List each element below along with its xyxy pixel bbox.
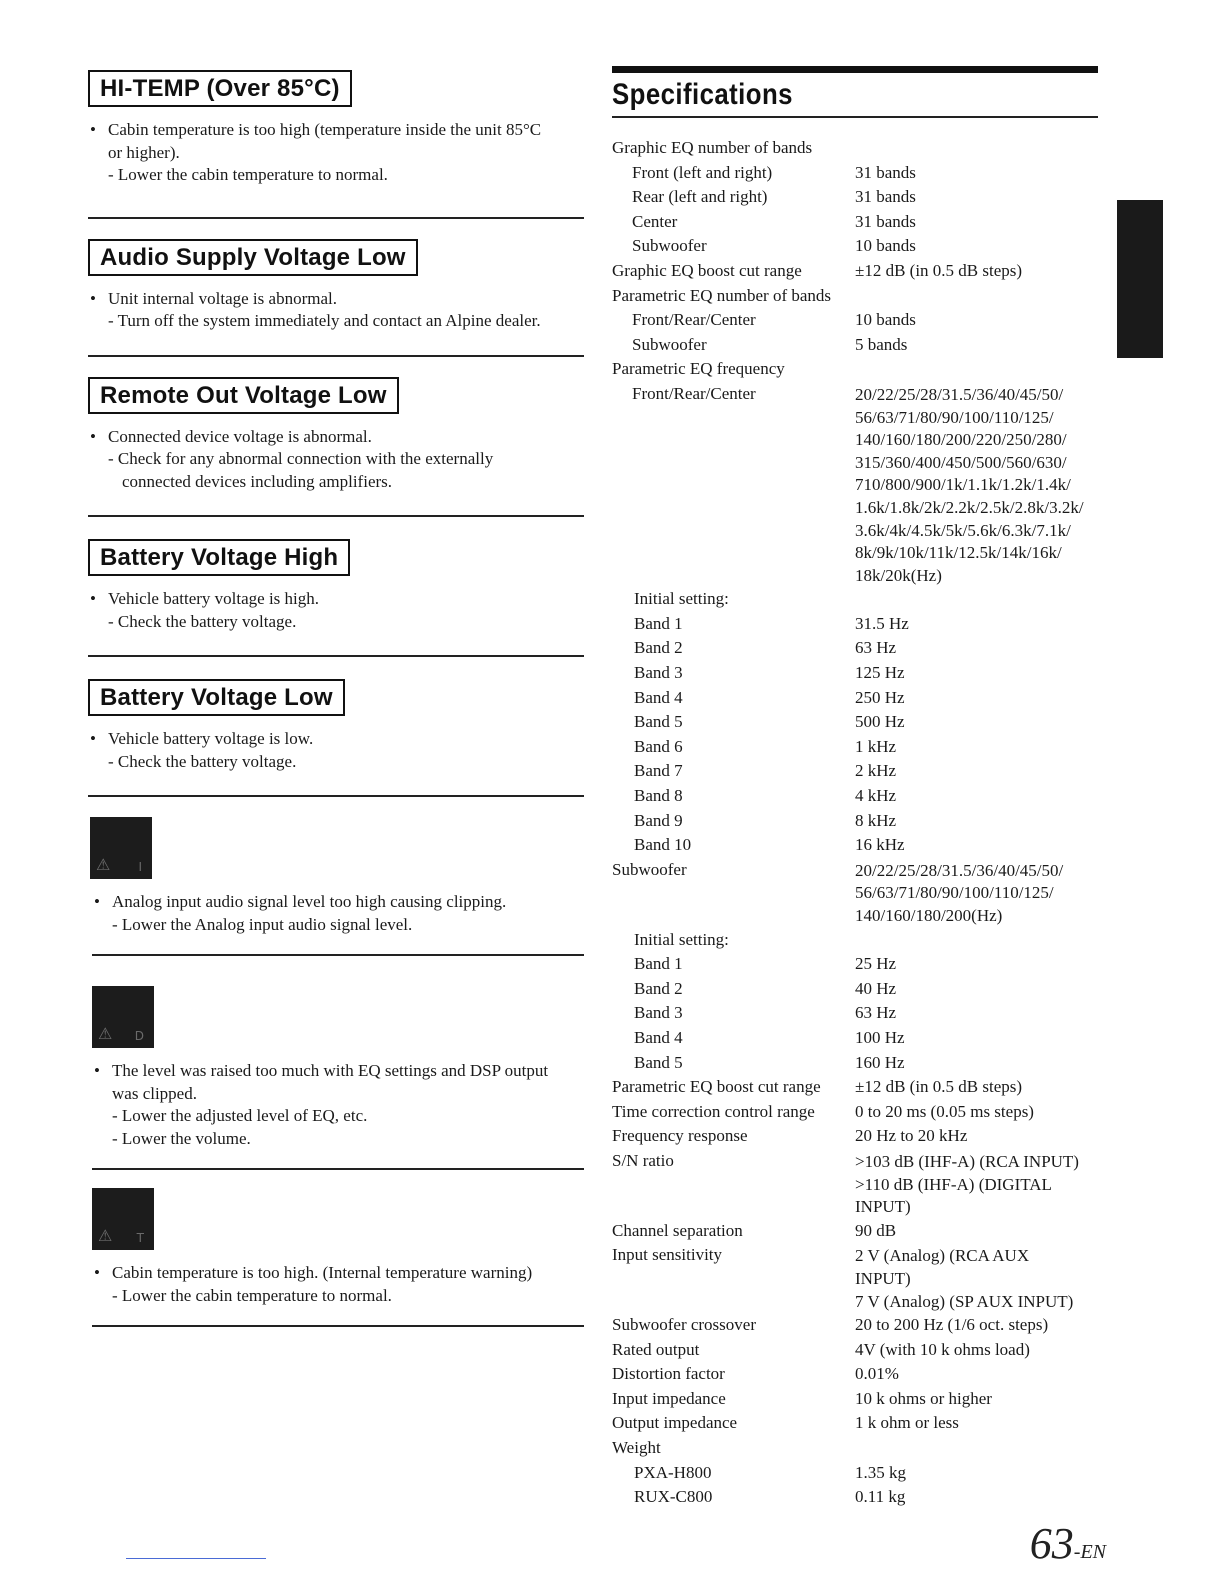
error-title: Battery Voltage High — [88, 539, 350, 576]
spec-row — [612, 784, 1112, 809]
spec-value — [855, 333, 1105, 358]
spec-value — [855, 308, 1105, 333]
error-title: Remote Out Voltage Low — [88, 377, 399, 414]
spec-value — [855, 1485, 1105, 1510]
spec-value — [855, 382, 1105, 587]
spec-row — [612, 1149, 1112, 1219]
spec-value — [855, 735, 1105, 760]
spec-value-line: 2 kHz — [855, 761, 897, 781]
spec-label: Distortion factor — [612, 1364, 725, 1384]
spec-title-underline — [612, 116, 1098, 118]
spec-value — [855, 161, 1105, 186]
cause-line: or higher). — [108, 142, 180, 162]
spec-value-line: 8k/9k/10k/11k/12.5k/14k/16k/ — [855, 543, 1062, 563]
spec-row — [612, 612, 1112, 637]
spec-value — [855, 833, 1105, 858]
remedy-line: - Check the battery voltage. — [108, 751, 297, 771]
cause-item — [92, 1262, 584, 1285]
spec-value-line: 315/360/400/450/500/560/630/ — [855, 452, 1067, 472]
spec-row — [612, 259, 1112, 284]
spec-row — [612, 333, 1112, 358]
spec-row — [612, 858, 1112, 928]
section-divider — [88, 355, 584, 357]
warning-icon-analog-clip — [90, 817, 152, 879]
spec-label: Initial setting: — [634, 929, 729, 949]
spec-label: Subwoofer — [632, 334, 707, 354]
spec-row — [612, 977, 1112, 1002]
spec-value-line: 4V (with 10 k ohms load) — [855, 1339, 1030, 1359]
spec-label: Band 3 — [634, 1003, 683, 1023]
cause-list — [92, 1060, 584, 1105]
remedy-line: - Lower the volume. — [112, 1128, 251, 1148]
spec-value — [855, 1100, 1105, 1125]
page-number — [1029, 1519, 1106, 1574]
footer-line — [126, 1558, 266, 1559]
spec-table — [612, 136, 1112, 1510]
cause-line: was clipped. — [112, 1083, 197, 1103]
spec-value-line: 31 bands — [855, 187, 916, 207]
cause-line: • Analog input audio signal level too high causing clipping. — [112, 892, 507, 911]
cause-list — [88, 119, 584, 164]
spec-value-line: 1 kHz — [855, 736, 897, 756]
cause-item — [88, 119, 584, 164]
spec-value — [855, 1001, 1105, 1026]
spec-value-line: 710/800/900/1k/1.1k/1.2k/1.4k/ — [855, 475, 1071, 495]
warning-triangle-icon: ⚠ — [98, 1226, 113, 1245]
cause-item — [92, 891, 584, 914]
spec-value-line: 500 Hz — [855, 712, 905, 732]
spec-row — [612, 1461, 1112, 1486]
spec-value-line: >110 dB (IHF-A) (DIGITAL — [855, 1174, 1052, 1194]
spec-value-line: 18k/20k(Hz) — [855, 565, 942, 585]
spec-value-line: 250 Hz — [855, 687, 905, 707]
spec-value — [855, 858, 1105, 928]
spec-label: Rear (left and right) — [632, 187, 768, 207]
spec-top-bar — [612, 66, 1098, 73]
error-title: HI-TEMP (Over 85°C) — [88, 70, 352, 107]
cause-list — [88, 728, 584, 751]
spec-label: Center — [632, 211, 678, 231]
spec-label: Time correction control range — [612, 1101, 815, 1121]
spec-label: S/N ratio — [612, 1150, 674, 1170]
cause-list — [88, 426, 584, 449]
spec-row — [612, 382, 1112, 587]
spec-value-line: 10 k ohms or higher — [855, 1388, 992, 1408]
remedy-line: connected devices including amplifiers. — [122, 471, 393, 491]
cause-list — [92, 1262, 584, 1285]
spec-value — [855, 185, 1105, 210]
spec-row — [612, 1219, 1112, 1244]
spec-row — [612, 661, 1112, 686]
spec-row — [612, 234, 1112, 259]
spec-value-line: 1 k ohm or less — [855, 1413, 959, 1433]
spec-value — [855, 612, 1105, 637]
spec-row — [612, 587, 1112, 612]
spec-value-line: INPUT) — [855, 1268, 911, 1288]
spec-value-line: 20 to 200 Hz (1/6 oct. steps) — [855, 1315, 1049, 1335]
spec-label: Parametric EQ number of bands — [612, 285, 832, 305]
spec-label: Frequency response — [612, 1126, 748, 1146]
spec-value — [855, 1026, 1105, 1051]
spec-label: Input sensitivity — [612, 1245, 723, 1265]
cause-line: • The level was raised too much with EQ settings and DSP output — [112, 1061, 549, 1080]
spec-label: Band 5 — [634, 1052, 683, 1072]
section-divider — [88, 515, 584, 517]
spec-label: Initial setting: — [634, 589, 729, 609]
warning-triangle-icon: ⚠ — [96, 855, 111, 874]
cause-line: • Vehicle battery voltage is high. — [108, 589, 320, 608]
spec-label: Graphic EQ number of bands — [612, 138, 813, 157]
spec-value-line: 31 bands — [855, 211, 916, 231]
cause-item — [92, 1060, 584, 1105]
spec-value — [855, 636, 1105, 661]
spec-label: Band 4 — [634, 1027, 683, 1047]
spec-value — [855, 784, 1105, 809]
spec-value — [855, 1075, 1105, 1100]
spec-value-line: 8 kHz — [855, 810, 897, 830]
spec-label: Band 7 — [634, 761, 683, 781]
spec-value-line: 1.6k/1.8k/2k/2.2k/2.5k/2.8k/3.2k/ — [855, 497, 1084, 517]
spec-value-line: 0.01% — [855, 1364, 899, 1384]
spec-value — [855, 1149, 1105, 1219]
cause-line: • Vehicle battery voltage is low. — [108, 729, 314, 748]
spec-row — [612, 1026, 1112, 1051]
spec-row — [612, 1001, 1112, 1026]
spec-value — [855, 661, 1105, 686]
warning-triangle-icon: ⚠ — [98, 1024, 113, 1043]
spec-value-line: 90 dB — [855, 1220, 897, 1240]
error-section — [88, 986, 584, 1170]
warning-code-letter: I — [138, 860, 142, 874]
spec-label: Subwoofer crossover — [612, 1315, 756, 1335]
spec-row — [612, 1051, 1112, 1076]
spec-value-line: 1.35 kg — [855, 1462, 906, 1482]
spec-row — [612, 1075, 1112, 1100]
spec-value-line: 63 Hz — [855, 1003, 897, 1023]
spec-row — [612, 136, 1112, 161]
spec-value-line: ±12 dB (in 0.5 dB steps) — [855, 1077, 1023, 1097]
spec-value-line: 100 Hz — [855, 1027, 905, 1047]
spec-value-line: 20 Hz to 20 kHz — [855, 1126, 968, 1146]
spec-label: Parametric EQ frequency — [612, 359, 785, 379]
spec-value — [855, 259, 1105, 284]
spec-value-line: 7 V (Analog) (SP AUX INPUT) — [855, 1291, 1074, 1311]
spec-label: Output impedance — [612, 1413, 738, 1433]
spec-value — [855, 1219, 1105, 1244]
spec-value — [855, 759, 1105, 784]
spec-value — [855, 1124, 1105, 1149]
spec-value — [855, 210, 1105, 235]
spec-value — [855, 710, 1105, 735]
spec-value-line: 31.5 Hz — [855, 613, 909, 633]
spec-label: Band 3 — [634, 663, 683, 683]
spec-row — [612, 1387, 1112, 1412]
spec-value-line: 40 Hz — [855, 978, 897, 998]
spec-label: Parametric EQ boost cut range — [612, 1077, 821, 1097]
cause-list — [88, 588, 584, 611]
cause-list — [92, 891, 584, 914]
spec-value — [855, 1051, 1105, 1076]
spec-label: Band 4 — [634, 687, 683, 707]
spec-value-line: 20/22/25/28/31.5/36/40/45/50/ — [855, 860, 1064, 880]
spec-row — [612, 952, 1112, 977]
spec-label: Subwoofer — [612, 859, 687, 879]
spec-row — [612, 357, 1112, 382]
spec-label: Band 2 — [634, 638, 683, 658]
spec-value-line: 63 Hz — [855, 638, 897, 658]
cause-list — [88, 288, 584, 311]
spec-value-line: 2 V (Analog) (RCA AUX — [855, 1246, 1030, 1266]
page-number-digits: 63 — [1029, 1519, 1074, 1568]
section-divider — [88, 795, 584, 797]
spec-value-line: 5 bands — [855, 334, 908, 354]
section-divider — [88, 217, 584, 219]
cause-line: • Cabin temperature is too high (temperature inside the unit 85°C — [108, 120, 542, 139]
error-section — [88, 70, 584, 219]
spec-value-line: 31 bands — [855, 162, 916, 182]
error-section — [88, 239, 584, 357]
spec-label: Front/Rear/Center — [632, 310, 756, 330]
remedy-line: - Lower the cabin temperature to normal. — [112, 1285, 392, 1305]
spec-value-line: 25 Hz — [855, 954, 897, 974]
remedy-line: - Lower the adjusted level of EQ, etc. — [112, 1106, 368, 1125]
spec-label: Channel separation — [612, 1220, 743, 1240]
error-title: Battery Voltage Low — [88, 679, 345, 716]
remedy-line: - Turn off the system immediately and contact an Alpine dealer. — [108, 311, 541, 330]
spec-value-line: 0.11 kg — [855, 1487, 906, 1507]
spec-row — [612, 185, 1112, 210]
spec-row — [612, 308, 1112, 333]
section-tab-marker — [1117, 200, 1163, 358]
section-divider — [92, 1168, 584, 1170]
spec-value-line: 56/63/71/80/90/100/110/125/ — [855, 407, 1054, 427]
spec-label: Front/Rear/Center — [632, 383, 756, 403]
spec-row — [612, 809, 1112, 834]
spec-value-line: 10 bands — [855, 310, 916, 330]
spec-value — [855, 809, 1105, 834]
spec-value — [855, 686, 1105, 711]
spec-value — [855, 1411, 1105, 1436]
spec-label: Band 6 — [634, 736, 683, 756]
spec-label: PXA-H800 — [634, 1462, 712, 1482]
remedy-line: - Lower the Analog input audio signal level. — [112, 914, 413, 934]
spec-label: Input impedance — [612, 1388, 726, 1408]
spec-value — [855, 1461, 1105, 1486]
spec-value-line: 56/63/71/80/90/100/110/125/ — [855, 883, 1054, 903]
spec-row — [612, 1338, 1112, 1363]
spec-label: Front (left and right) — [632, 162, 773, 182]
spec-row — [612, 735, 1112, 760]
spec-value — [855, 1362, 1105, 1387]
spec-value — [855, 234, 1105, 259]
cause-item — [88, 426, 584, 449]
error-section — [88, 1188, 584, 1327]
spec-row — [612, 1100, 1112, 1125]
page-number-suffix: -EN — [1073, 1541, 1106, 1563]
spec-value-line: 16 kHz — [855, 835, 905, 855]
spec-row — [612, 1313, 1112, 1338]
spec-value-line: INPUT) — [855, 1197, 911, 1217]
spec-row — [612, 1485, 1112, 1510]
error-section — [88, 377, 584, 518]
spec-label: Band 1 — [634, 954, 683, 974]
spec-label: RUX-C800 — [634, 1487, 713, 1507]
spec-row — [612, 686, 1112, 711]
cause-item — [88, 288, 584, 311]
remedy-line: - Lower the cabin temperature to normal. — [108, 165, 388, 184]
spec-value — [855, 1313, 1105, 1338]
troubleshooting-column — [88, 70, 584, 1327]
error-section — [88, 539, 584, 657]
cause-line: • Cabin temperature is too high. (Internal temperature warning) — [112, 1263, 533, 1282]
spec-value-line: ±12 dB (in 0.5 dB steps) — [855, 260, 1023, 280]
spec-value-line: >103 dB (IHF-A) (RCA INPUT) — [855, 1151, 1079, 1171]
spec-label: Band 1 — [634, 613, 683, 633]
spec-row — [612, 1362, 1112, 1387]
spec-value-line: 3.6k/4k/4.5k/5k/5.6k/6.3k/7.1k/ — [855, 520, 1071, 540]
error-section — [88, 679, 584, 797]
cause-item — [88, 588, 584, 611]
spec-value-line: 140/160/180/200/220/250/280/ — [855, 430, 1067, 450]
remedy-line: - Check for any abnormal connection with the externally — [108, 449, 494, 468]
spec-value-line: 0 to 20 ms (0.05 ms steps) — [855, 1101, 1034, 1121]
spec-row — [612, 1243, 1112, 1313]
section-divider — [88, 655, 584, 657]
spec-row — [612, 161, 1112, 186]
cause-line: • Connected device voltage is abnormal. — [108, 426, 372, 446]
section-divider — [92, 954, 584, 956]
spec-value-line: 20/22/25/28/31.5/36/40/45/50/ — [855, 384, 1064, 404]
spec-value — [855, 1338, 1105, 1363]
spec-row — [612, 210, 1112, 235]
spec-label: Band 10 — [634, 835, 692, 855]
spec-value-line: 4 kHz — [855, 786, 897, 806]
spec-row — [612, 928, 1112, 953]
spec-value — [855, 1243, 1105, 1313]
spec-value — [855, 1387, 1105, 1412]
specifications-column — [612, 66, 1098, 1507]
spec-row — [612, 710, 1112, 735]
spec-label: Band 5 — [634, 712, 683, 732]
section-divider — [92, 1325, 584, 1327]
cause-item — [88, 728, 584, 751]
spec-row — [612, 1124, 1112, 1149]
warning-code-letter: D — [134, 1029, 144, 1043]
error-section — [88, 817, 584, 956]
remedy-line: - Check the battery voltage. — [108, 611, 297, 631]
spec-value-line: 160 Hz — [855, 1052, 905, 1072]
spec-row — [612, 284, 1112, 309]
spec-label: Subwoofer — [632, 236, 707, 256]
spec-label: Band 2 — [634, 978, 683, 998]
spec-label: Band 8 — [634, 786, 683, 806]
spec-label: Weight — [612, 1438, 661, 1458]
spec-label: Graphic EQ boost cut range — [612, 260, 802, 280]
spec-row — [612, 759, 1112, 784]
spec-row — [612, 833, 1112, 858]
spec-row — [612, 636, 1112, 661]
spec-value — [855, 977, 1105, 1002]
spec-value-line: 10 bands — [855, 236, 916, 256]
warning-icon-temperature — [92, 1188, 154, 1250]
warning-icon-dsp-clip — [92, 986, 154, 1048]
spec-value-line: 125 Hz — [855, 663, 905, 683]
spec-label: Band 9 — [634, 810, 683, 830]
cause-line: • Unit internal voltage is abnormal. — [108, 288, 337, 308]
spec-row — [612, 1411, 1112, 1436]
spec-value — [855, 952, 1105, 977]
spec-value-line: 140/160/180/200(Hz) — [855, 906, 1003, 925]
warning-code-letter: T — [136, 1231, 144, 1245]
spec-row — [612, 1436, 1112, 1461]
spec-label: Rated output — [612, 1339, 700, 1359]
error-title: Audio Supply Voltage Low — [88, 239, 418, 276]
spec-title: Specifications — [612, 78, 793, 111]
